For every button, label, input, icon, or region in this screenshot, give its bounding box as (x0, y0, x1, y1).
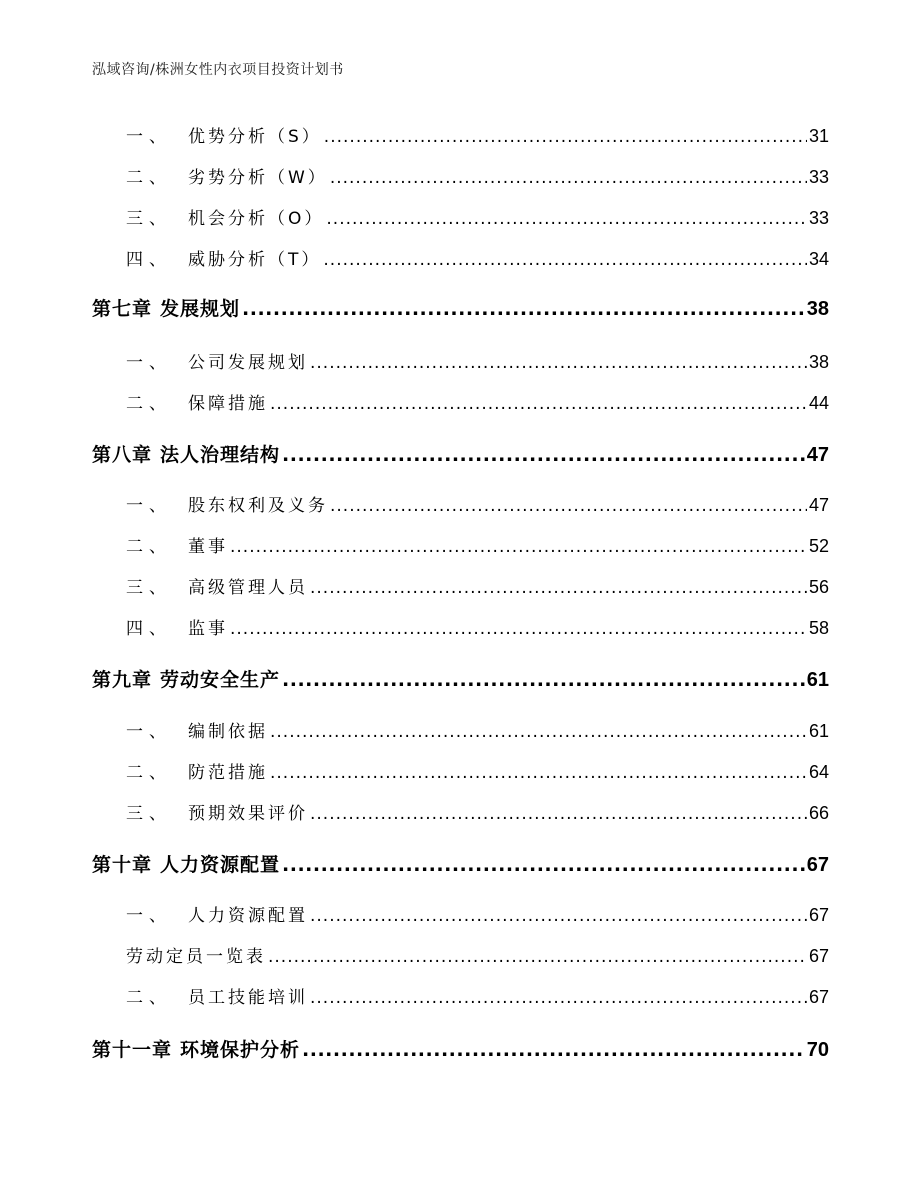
toc-dot-leader (242, 298, 805, 320)
toc-chapter-entry[interactable] (92, 665, 829, 692)
toc-entry-number: 一、 (126, 496, 172, 516)
toc-entry-title: 编制依据 (188, 722, 268, 742)
toc-section-entry[interactable] (126, 204, 829, 229)
toc-entry-title: 劳动定员一览表 (126, 947, 266, 967)
toc-entry-number: 一、 (126, 906, 172, 926)
toc-dot-leader (270, 722, 807, 742)
toc-entry-number: 第七章 (92, 298, 153, 320)
toc-page-number: 33 (808, 208, 829, 228)
toc-chapter-entry[interactable] (92, 850, 829, 877)
toc-entry-number: 三、 (126, 804, 172, 824)
toc-entry-title: 公司发展规划 (188, 353, 308, 373)
toc-section-entry[interactable] (126, 901, 829, 926)
toc-page-number: 67 (808, 987, 829, 1007)
toc-dot-leader (268, 947, 807, 967)
toc-dot-leader (326, 209, 807, 229)
toc-entry-title: 劣势分析（W） (188, 168, 328, 188)
toc-entry-number: 一、 (126, 353, 172, 373)
toc-dot-leader (230, 619, 807, 639)
toc-entry-number: 三、 (126, 209, 172, 229)
toc-entry-title: 机会分析（O） (188, 209, 325, 229)
toc-entry-title: 人力资源配置 (160, 854, 281, 876)
toc-section-entry[interactable] (126, 245, 829, 270)
toc-section-entry[interactable] (126, 983, 829, 1008)
toc-section-entry[interactable] (126, 348, 829, 373)
toc-section-entry[interactable] (126, 163, 829, 188)
toc-dot-leader (310, 906, 807, 926)
toc-page-number: 70 (806, 1039, 829, 1061)
toc-entry-title: 劳动安全生产 (160, 669, 281, 691)
toc-section-entry[interactable] (126, 122, 829, 147)
toc-page-number: 56 (808, 577, 829, 597)
toc-section-entry[interactable] (126, 389, 829, 414)
toc-page-number: 64 (808, 762, 829, 782)
toc-entry-number: 第九章 (92, 669, 153, 691)
running-header: 泓域咨询/株洲女性内衣项目投资计划书 (92, 62, 344, 78)
toc-entry-number: 四、 (126, 619, 172, 639)
toc-entry-number: 二、 (126, 168, 172, 188)
toc-dot-leader (310, 988, 807, 1008)
toc-entry-number: 第十一章 (92, 1039, 173, 1061)
toc-entry-title: 环境保护分析 (180, 1039, 301, 1061)
toc-dot-leader (310, 804, 807, 824)
toc-page-number: 33 (808, 167, 829, 187)
toc-entry-title: 人力资源配置 (188, 906, 308, 926)
toc-dot-leader (330, 168, 807, 188)
toc-page-number: 44 (808, 393, 829, 413)
toc-page-number: 58 (808, 618, 829, 638)
toc-dot-leader (310, 353, 807, 373)
toc-page-number: 67 (808, 946, 829, 966)
toc-section-entry[interactable] (126, 532, 829, 557)
toc-page-number: 38 (806, 298, 829, 320)
toc-entry-title: 预期效果评价 (188, 804, 308, 824)
toc-entry-number: 二、 (126, 394, 172, 414)
toc-dot-leader (324, 127, 807, 147)
toc-dot-leader (323, 250, 807, 270)
toc-entry-title: 威胁分析（T） (188, 250, 322, 270)
toc-page-number: 61 (808, 721, 829, 741)
toc-entry-title: 董事 (188, 537, 228, 557)
toc-entry-number: 一、 (126, 127, 172, 147)
toc-dot-leader (302, 1039, 805, 1061)
toc-chapter-entry[interactable] (92, 294, 829, 321)
toc-page-number: 34 (808, 249, 829, 269)
toc-entry-number: 第八章 (92, 444, 153, 466)
toc-chapter-entry[interactable] (92, 440, 829, 467)
toc-entry-title: 监事 (188, 619, 228, 639)
toc-entry-number: 第十章 (92, 854, 153, 876)
toc-entry-title: 高级管理人员 (188, 578, 308, 598)
toc-section-entry[interactable] (126, 717, 829, 742)
toc-entry-title: 发展规划 (160, 298, 241, 320)
toc-dot-leader (282, 854, 805, 876)
toc-entry-title: 股东权利及义务 (188, 496, 328, 516)
toc-entry-number: 二、 (126, 763, 172, 783)
toc-entry-title: 优势分析（S） (188, 127, 322, 147)
toc-section-entry[interactable] (126, 573, 829, 598)
toc-dot-leader (282, 669, 805, 691)
toc-page-number: 67 (806, 854, 829, 876)
toc-chapter-entry[interactable] (92, 1035, 829, 1062)
toc-page-number: 31 (808, 126, 829, 146)
toc-entry-number: 二、 (126, 537, 172, 557)
toc-dot-leader (270, 394, 807, 414)
toc-page-number: 38 (808, 352, 829, 372)
header-rule (92, 88, 828, 89)
toc-page-number: 61 (806, 669, 829, 691)
toc-dot-leader (330, 496, 807, 516)
toc-section-entry[interactable] (126, 942, 829, 967)
toc-section-entry[interactable] (126, 491, 829, 516)
toc-dot-leader (310, 578, 807, 598)
toc-dot-leader (230, 537, 807, 557)
toc-page-number: 47 (808, 495, 829, 515)
toc-page-number: 66 (808, 803, 829, 823)
toc-section-entry[interactable] (126, 799, 829, 824)
toc-entry-title: 法人治理结构 (160, 444, 281, 466)
toc-section-entry[interactable] (126, 614, 829, 639)
toc-entry-title: 防范措施 (188, 763, 268, 783)
toc-section-entry[interactable] (126, 758, 829, 783)
toc-entry-title: 保障措施 (188, 394, 268, 414)
toc-dot-leader (270, 763, 807, 783)
toc-entry-number: 三、 (126, 578, 172, 598)
toc-page-number: 67 (808, 905, 829, 925)
toc-page-number: 47 (806, 444, 829, 466)
toc-entry-number: 一、 (126, 722, 172, 742)
toc-dot-leader (282, 444, 805, 466)
toc-entry-title: 员工技能培训 (188, 988, 308, 1008)
toc-entry-number: 二、 (126, 988, 172, 1008)
toc-page-number: 52 (808, 536, 829, 556)
toc-entry-number: 四、 (126, 250, 172, 270)
